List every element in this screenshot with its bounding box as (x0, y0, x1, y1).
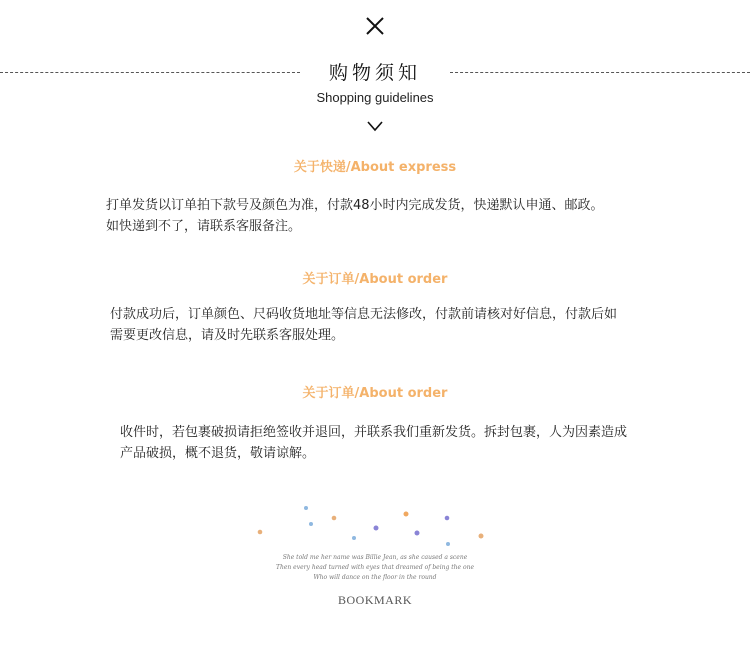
header-divider-right (450, 72, 750, 73)
page-title: 购物须知 (328, 62, 421, 84)
confetti-dot (445, 516, 450, 521)
section-text-line: 产品破损，概不退货，敬请谅解。 (120, 446, 316, 461)
bookmark-script-text (250, 553, 500, 583)
confetti-dot (479, 534, 484, 539)
confetti-dot (258, 530, 263, 535)
section-heading-delivery: 关于订单/About order (302, 386, 448, 401)
section-body-express (106, 195, 604, 237)
section-heading-order: 关于订单/About order (302, 272, 448, 287)
section-text-line: 收件时，若包裹破损请拒绝签收并退回，并联系我们重新发货。拆封包裹，人为因素造成 (120, 425, 628, 440)
section-heading-express: 关于快递/About express (293, 160, 457, 175)
section-text-line: 打单发货以订单拍下款号及颜色为准，付款48小时内完成发货，快递默认申通、邮政。 (106, 198, 604, 213)
close-icon[interactable] (363, 14, 387, 38)
confetti-dot (309, 522, 313, 526)
confetti-dot (404, 512, 409, 517)
script-line: She told me her name was Billie Jean, as she caused a scene (282, 554, 468, 561)
section-text-line: 付款成功后，订单颜色、尺码收货地址等信息无法修改，付款前请核对好信息，付款后如 (110, 307, 618, 322)
chevron-down-icon (366, 118, 384, 132)
confetti-dot (415, 531, 420, 536)
confetti-dot (446, 542, 450, 546)
confetti-dots-icon (250, 500, 500, 550)
page-subtitle: Shopping guidelines (316, 90, 434, 105)
section-body-delivery (120, 422, 627, 464)
script-line: Who will dance on the floor in the round (313, 574, 437, 581)
section-body-order (110, 304, 617, 346)
confetti-dot (332, 516, 337, 521)
header-divider-left (0, 72, 300, 73)
script-line: Then every head turned with eyes that dreamed of being the one (275, 564, 475, 571)
confetti-dot (304, 506, 308, 510)
section-text-line: 需要更改信息，请及时先联系客服处理。 (110, 328, 345, 343)
confetti-dot (374, 526, 379, 531)
confetti-dot (352, 536, 356, 540)
bookmark-decoration (250, 500, 500, 615)
bookmark-title: BOOKMARK (337, 593, 412, 607)
section-text-line: 如快递到不了，请联系客服备注。 (106, 219, 302, 234)
